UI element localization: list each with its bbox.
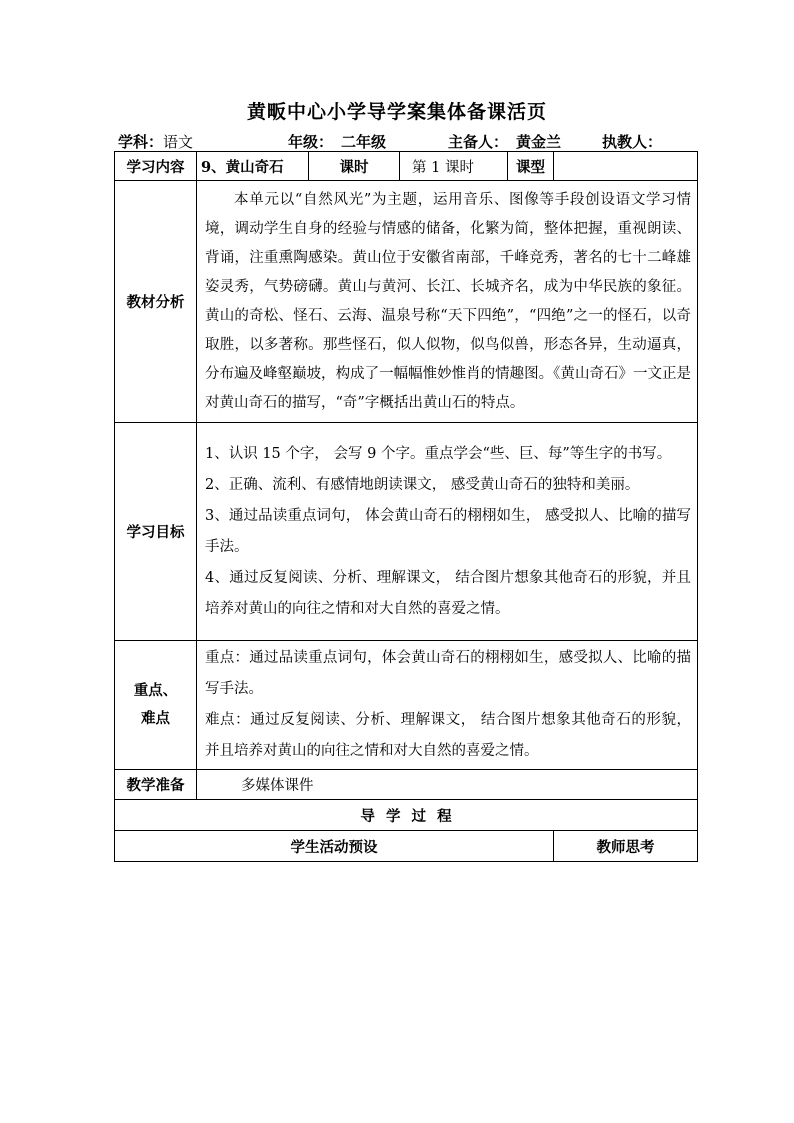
row-content	[115, 152, 698, 181]
page-title: 黄畈中心小学导学案集体备课活页	[246, 101, 547, 123]
row-textbook-analysis	[115, 181, 698, 423]
preparer-value: 黄金兰	[516, 133, 562, 151]
keypoints-label: 重点、难点	[115, 641, 197, 770]
period-label: 课时	[309, 152, 400, 181]
goal-item: 3、通过品读重点词句， 体会黄山奇石的栩栩如生， 感受拟人、比喻的描写手法。	[205, 507, 691, 555]
goals-cell	[197, 423, 698, 641]
row-key-points	[115, 641, 698, 770]
lesson-title: 9、黄山奇石	[197, 152, 309, 181]
process-header: 导 学 过 程	[115, 800, 698, 831]
preparation-label: 教学准备	[115, 770, 197, 800]
meta-line	[118, 131, 698, 151]
preparation-value: 多媒体课件	[197, 770, 698, 800]
goal-item: 2、正确、流利、有感情地朗读课文， 感受黄山奇石的独特和美丽。	[205, 476, 640, 493]
period-value: 第 1 课时	[400, 152, 508, 181]
analysis-text: 本单元以“自然风光”为主题，运用音乐、图像等手段创设语文学习情境，调动学生自身的经验与情感的储备，化繁为简，整体把握，重视朗读、背诵，注重熏陶感染。黄山位于安徽省南部，千峰竞秀，著名的七十二峰雄姿灵秀，气势磅礴。黄山与黄河、长江、长城齐名，成为中华民族的象征。黄山的奇松、怪石、云海、温泉号称“天下四绝”，“四绝”之一的怪石，以奇取胜，以多著称。那些怪石，似人似物，似鸟似兽，形态各异，生动逼真，分布遍及峰壑巅坡，构成了一幅幅惟妙惟肖的情趣图。《黄山奇石》一文正是对黄山奇石的描写，“奇”字概括出黄山石的特点。	[205, 191, 691, 411]
type-value	[554, 152, 698, 181]
grade-label: 年级：	[288, 133, 334, 151]
grade-field	[288, 131, 386, 152]
difficult-point-text: 难点：通过反复阅读、分析、理解课文， 结合图片想象其他奇石的形貌， 并且培养对黄山的向往之情和对大自然的喜爱之情。	[205, 712, 691, 759]
subject-label: 学科：	[118, 133, 164, 151]
lesson-plan-table	[114, 151, 698, 862]
row-process-header	[115, 800, 698, 831]
preparer-field	[448, 131, 561, 152]
keypoints-cell	[197, 641, 698, 770]
row-preparation	[115, 770, 698, 800]
teacher-thinking-header: 教师思考	[554, 831, 698, 862]
subject-field	[118, 131, 193, 152]
analysis-cell	[197, 181, 698, 423]
row-process-columns	[115, 831, 698, 862]
grade-value: 二年级	[341, 133, 387, 151]
key-point-text: 重点：通过品读重点词句，体会黄山奇石的栩栩如生，感受拟人、比喻的描写手法。	[205, 650, 691, 697]
student-activity-header: 学生活动预设	[115, 831, 554, 862]
content-label: 学习内容	[115, 152, 197, 181]
row-learning-goals	[115, 423, 698, 641]
goals-label: 学习目标	[115, 423, 197, 641]
type-label: 课型	[508, 152, 554, 181]
teacher-label: 执教人：	[602, 133, 663, 151]
analysis-label: 教材分析	[115, 181, 197, 423]
subject-value: 语文	[163, 133, 194, 151]
preparer-label: 主备人：	[448, 133, 509, 151]
goal-item: 4、通过反复阅读、分析、理解课文， 结合图片想象其他奇石的形貌，并且培养对黄山的向往之情和对大自然的喜爱之情。	[205, 569, 691, 617]
goal-item: 1、认识 15 个字， 会写 9 个字。重点学会“些、巨、每”等生字的书写。	[205, 445, 672, 462]
